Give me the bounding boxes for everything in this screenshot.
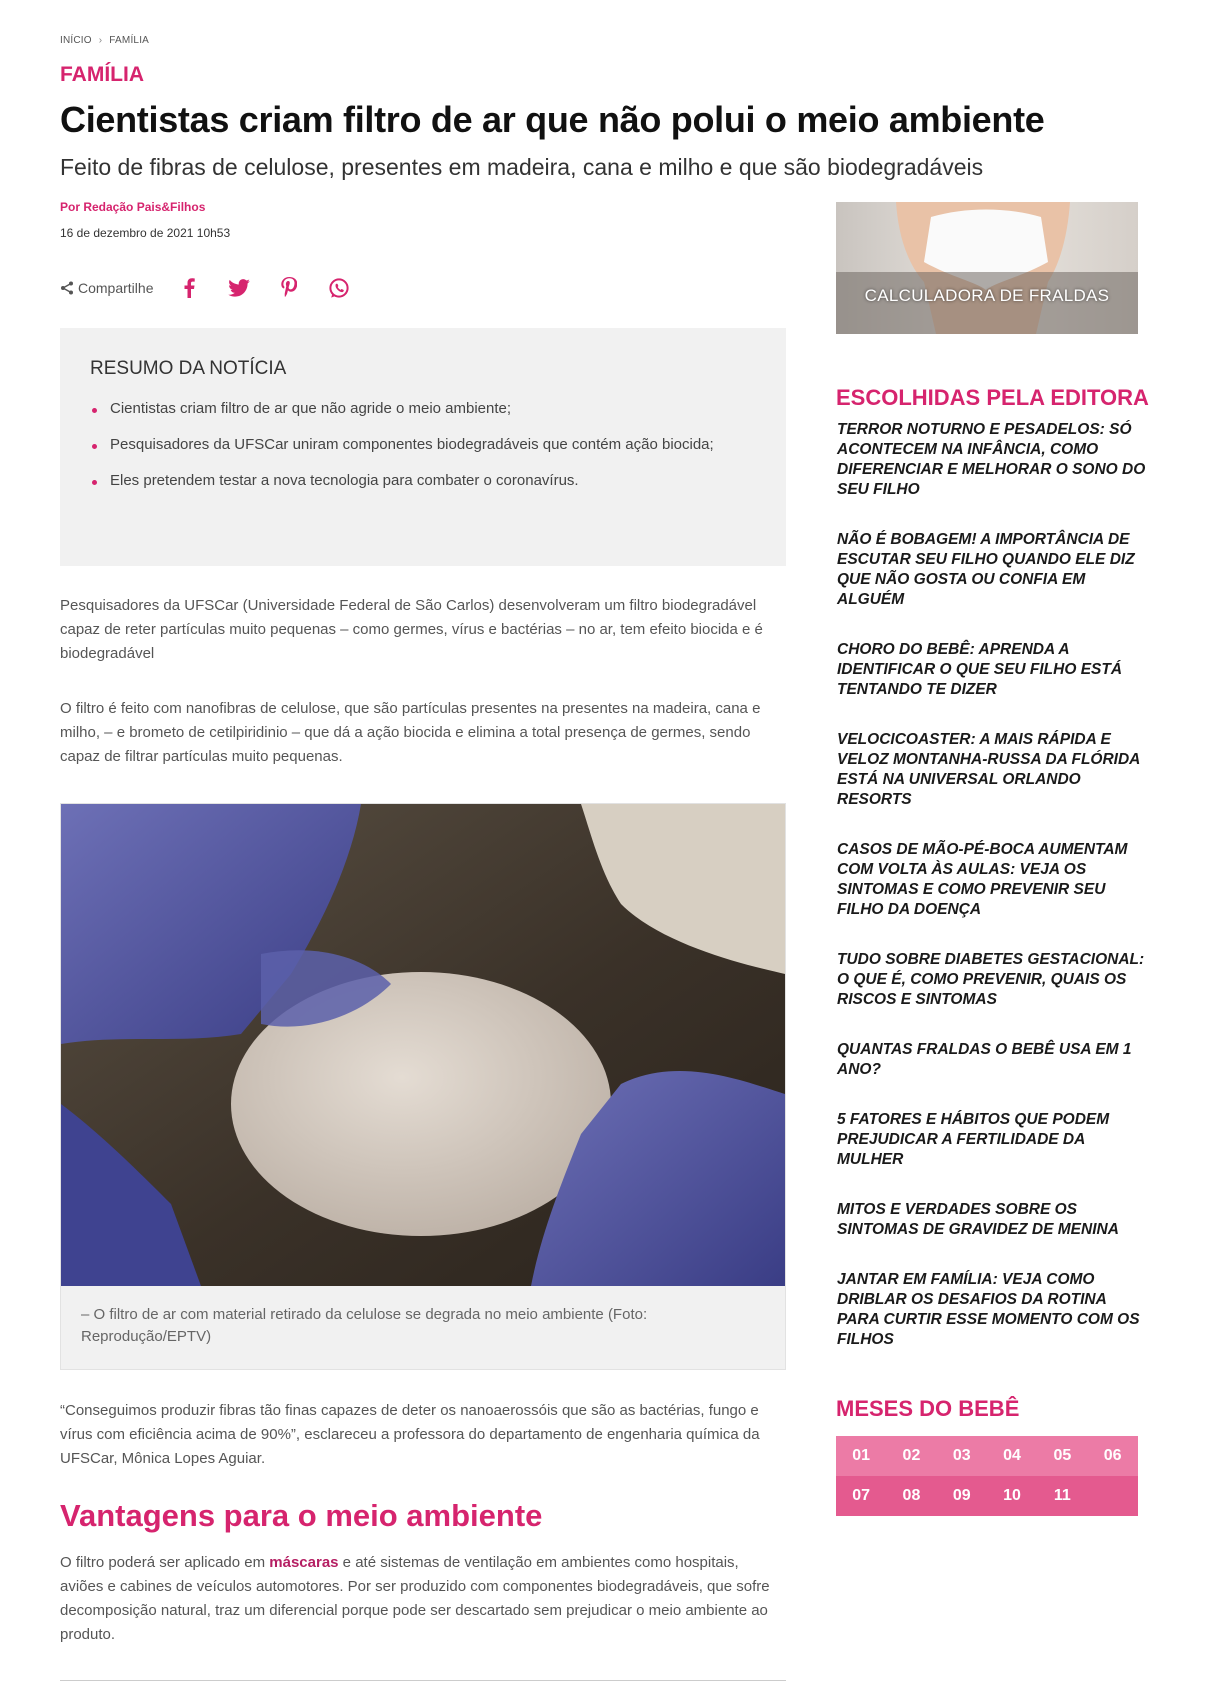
editor-pick-link[interactable]: CHORO DO BEBÊ: APRENDA A IDENTIFICAR O QUE SEU FILHO ESTÁ TENTANDO TE DIZER <box>837 641 1123 698</box>
months-row <box>836 1476 1138 1516</box>
article-paragraph: O filtro é feito com nanofibras de celulose, que são partículas presentes na presentes na madeira, cana e milho, – e brometo de cetilpiridinio – que dá a ação biocida e elimina a total presença de germes, sendo capaz de filtrar partículas muito pequenas. <box>60 700 761 765</box>
month-link-06[interactable]: 06 <box>1103 1447 1122 1464</box>
editor-pick-link[interactable]: JANTAR EM FAMÍLIA: VEJA COMO DRIBLAR OS DESAFIOS DA ROTINA PARA CURTIR ESSE MOMENTO COM OS FILHOS <box>837 1271 1140 1348</box>
month-link-02[interactable]: 02 <box>902 1447 921 1464</box>
summary-item: Cientistas criam filtro de ar que não agride o meio ambiente; <box>90 400 756 417</box>
divider <box>60 1680 786 1681</box>
editor-pick-link[interactable]: CASOS DE MÃO-PÉ-BOCA AUMENTAM COM VOLTA ÀS AULAS: VEJA OS SINTOMAS E COMO PREVENIR SEU FILHO DA DOENÇA <box>837 841 1128 918</box>
page-title: Cientistas criam filtro de ar que não polui o meio ambiente <box>60 99 1045 140</box>
baby-months-heading: MESES DO BEBÊ <box>836 1396 1020 1421</box>
filter-photo <box>61 804 785 1286</box>
banner-label: CALCULADORA DE FRALDAS <box>864 286 1110 305</box>
summary-list <box>90 400 756 489</box>
editor-pick-link[interactable]: 5 FATORES E HÁBITOS QUE PODEM PREJUDICAR A FERTILIDADE DA MULHER <box>837 1111 1110 1168</box>
editor-pick-link[interactable]: TERROR NOTURNO E PESADELOS: SÓ ACONTECEM NA INFÂNCIA, COMO DIFERENCIAR E MELHORAR O SONO DO SEU FILHO <box>837 421 1146 498</box>
month-link-04[interactable]: 04 <box>1003 1447 1021 1464</box>
diaper-calculator-banner[interactable] <box>836 202 1138 334</box>
month-link-09[interactable]: 09 <box>952 1487 971 1504</box>
page-subtitle: Feito de fibras de celulose, presentes em madeira, cana e milho e que são biodegradáveis <box>60 154 984 180</box>
author-link[interactable]: Por Redação Pais&Filhos <box>60 200 206 214</box>
breadcrumb-separator: › <box>98 35 103 46</box>
month-link-10[interactable]: 10 <box>1003 1487 1021 1504</box>
summary-item: Pesquisadores da UFSCar uniram componentes biodegradáveis que contém ação biocida; <box>90 436 756 453</box>
month-link-03[interactable]: 03 <box>952 1447 971 1464</box>
article-paragraph: Pesquisadores da UFSCar (Universidade Federal de São Carlos) desenvolveram um filtro biodegradável capaz de reter partículas muito pequenas – como germes, vírus e bactérias – no ar, tem efeito biocida e é biodegradável <box>60 597 763 662</box>
article-figure <box>60 803 786 1370</box>
editor-pick-link[interactable]: VELOCICOASTER: A MAIS RÁPIDA E VELOZ MONTANHA-RUSSA DA FLÓRIDA ESTÁ NA UNIVERSAL ORLANDO RESORTS <box>837 731 1140 808</box>
breadcrumb-current-link[interactable]: FAMÍLIA <box>109 35 150 46</box>
facebook-icon[interactable] <box>175 276 203 300</box>
article-paragraph <box>60 1551 786 1647</box>
summary-heading: RESUMO DA NOTÍCIA <box>90 358 287 379</box>
banner-image <box>836 202 1138 334</box>
month-link-08[interactable]: 08 <box>902 1487 921 1504</box>
baby-months-grid <box>836 1436 1138 1516</box>
section-heading: Vantagens para o meio ambiente <box>60 1498 543 1533</box>
paragraph-text: O filtro poderá ser aplicado em <box>60 1554 270 1571</box>
masks-link[interactable]: máscaras <box>269 1554 339 1571</box>
summary-item: Eles pretendem testar a nova tecnologia para combater o coronavírus. <box>90 472 756 489</box>
breadcrumb-home-link[interactable]: INÍCIO <box>60 35 92 46</box>
months-row <box>836 1436 1138 1476</box>
article-paragraph: “Conseguimos produzir fibras tão finas capazes de deter os nanoaerossóis que são as bactérias, fungo e vírus com eficiência acima de 90%”, esclareceu a professora do departamento de engenharia química da UFSCar, Mônica Lopes Aguiar. <box>60 1402 760 1467</box>
figure-caption: – O filtro de ar com material retirado da celulose se degrada no meio ambiente (Foto: Reprodução/EPTV) <box>81 1306 648 1345</box>
twitter-icon[interactable] <box>225 276 253 300</box>
pinterest-icon[interactable] <box>275 276 303 300</box>
share-bar <box>60 276 353 300</box>
month-link-07[interactable]: 07 <box>852 1487 871 1504</box>
news-summary-box <box>60 328 786 566</box>
breadcrumb <box>60 35 149 46</box>
paragraph-text: e até sistemas de ventilação em ambientes como hospitais, aviões e cabines de veículos automotores. Por ser produzido com componentes biodegradáveis, que sofre decomposição natural, traz um diferencial porque pode ser descartado sem prejudicar o meio ambiente ao produto. <box>60 1554 770 1643</box>
share-label: Compartilhe <box>78 280 154 296</box>
month-link-11[interactable]: 11 <box>1053 1487 1071 1504</box>
editor-picks-heading: ESCOLHIDAS PELA EDITORA <box>836 385 1149 410</box>
editor-picks-list <box>837 420 1147 1380</box>
whatsapp-icon[interactable] <box>325 276 353 300</box>
publish-date: 16 de dezembro de 2021 10h53 <box>60 226 231 240</box>
category-label[interactable]: FAMÍLIA <box>60 63 144 86</box>
editor-pick-link[interactable]: TUDO SOBRE DIABETES GESTACIONAL: O QUE É, COMO PREVENIR, QUAIS OS RISCOS E SINTOMAS <box>837 951 1145 1008</box>
editor-pick-link[interactable]: MITOS E VERDADES SOBRE OS SINTOMAS DE GRAVIDEZ DE MENINA <box>837 1201 1119 1238</box>
editor-pick-link[interactable]: NÃO É BOBAGEM! A IMPORTÂNCIA DE ESCUTAR SEU FILHO QUANDO ELE DIZ QUE NÃO GOSTA OU CONFIA EM ALGUÉM <box>837 531 1135 608</box>
month-link-01[interactable]: 01 <box>852 1447 871 1464</box>
editor-pick-link[interactable]: QUANTAS FRALDAS O BEBÊ USA EM 1 ANO? <box>837 1041 1132 1078</box>
share-icon <box>60 281 74 295</box>
month-link-05[interactable]: 05 <box>1053 1447 1072 1464</box>
